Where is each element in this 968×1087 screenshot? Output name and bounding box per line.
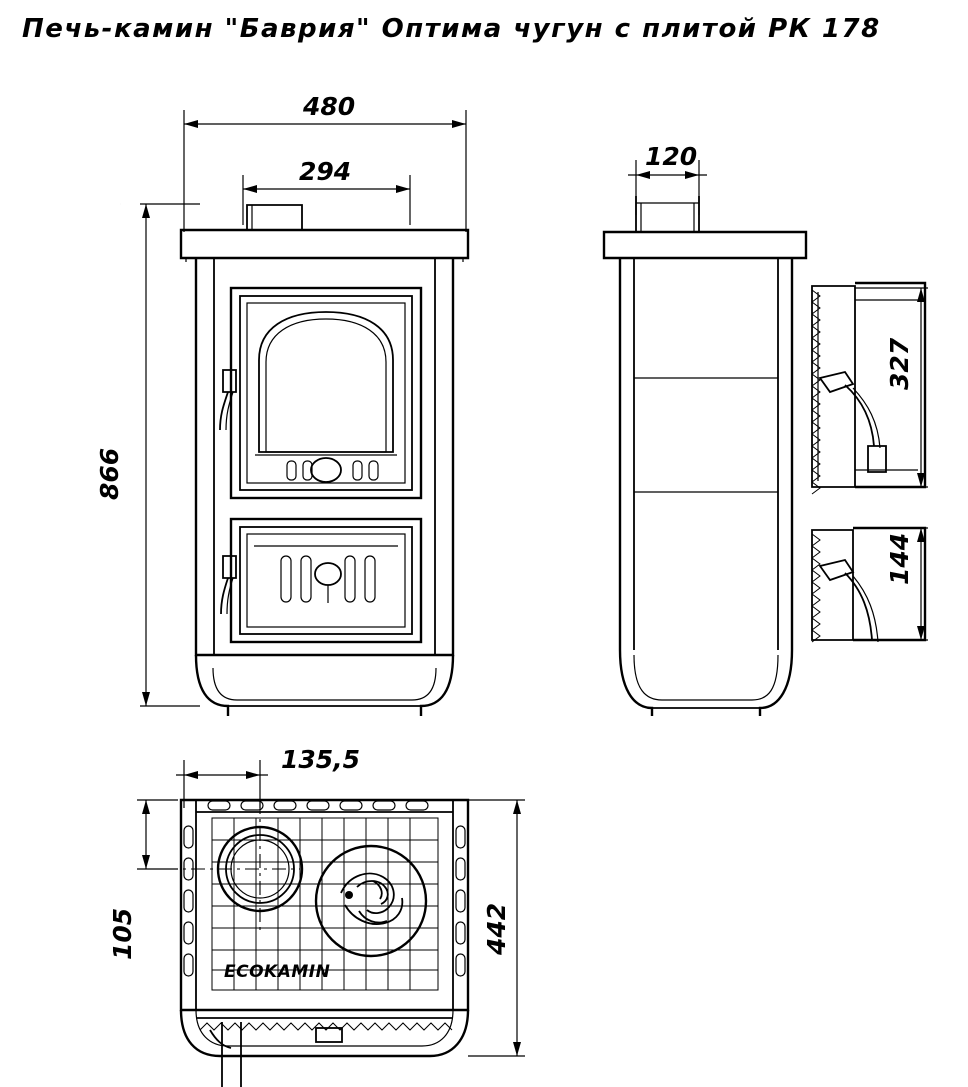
dim-ashpan-height: 144 [885, 532, 914, 585]
dim-flue-diameter: 120 [645, 142, 698, 171]
dim-depth-total: 442 [482, 902, 511, 955]
dim-height-total: 866 [95, 447, 124, 500]
dim-firebox-height: 327 [885, 337, 914, 390]
page-title: Печь-камин "Баврия" Оптима чугун с плитой РК 178 [22, 14, 881, 44]
side-view [604, 160, 928, 716]
top-view [137, 760, 525, 1087]
dim-burner-center: 105 [108, 907, 137, 960]
front-view [120, 110, 468, 716]
dim-flue-offset: 294 [299, 157, 352, 186]
svg-text:ECOKAMIN: ECOKAMIN [224, 962, 331, 982]
brand-logo [224, 962, 330, 982]
dim-width-total: 480 [303, 92, 356, 121]
dim-burner-offset: 135,5 [281, 745, 361, 774]
